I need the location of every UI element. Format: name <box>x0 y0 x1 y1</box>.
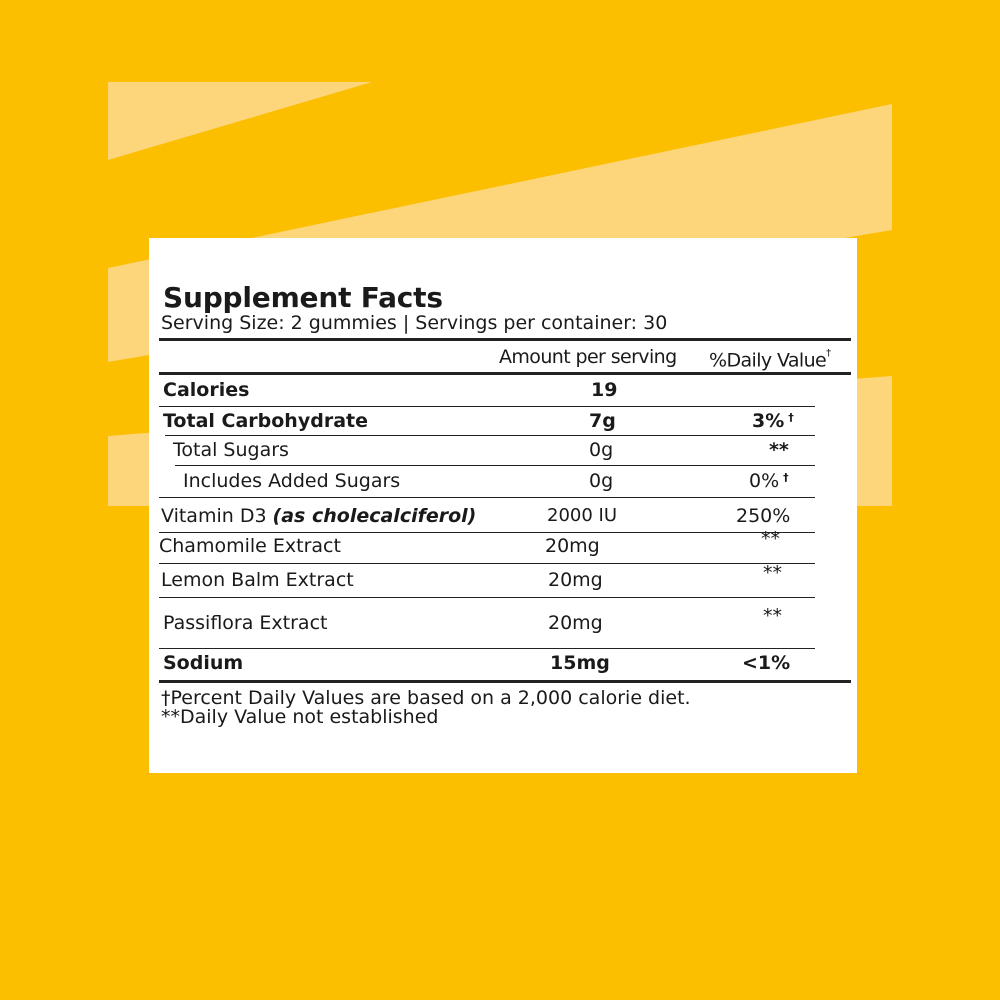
nutrient-daily-value: ** <box>761 528 780 550</box>
nutrient-amount: 7g <box>589 410 616 432</box>
nutrient-name <box>161 500 476 532</box>
nutrient-amount: 15mg <box>550 652 610 674</box>
nutrient-name-text: Vitamin D3 <box>161 505 267 527</box>
nutrient-name: Passiflora Extract <box>163 612 328 634</box>
nutrient-amount: 0g <box>589 439 614 461</box>
bottom-thick-divider <box>159 680 851 683</box>
nutrient-amount: 20mg <box>545 535 600 557</box>
nutrient-amount: 0g <box>589 470 614 492</box>
daily-value-text: 0% <box>749 470 780 492</box>
nutrient-row-total-carbohydrate <box>149 405 857 437</box>
nutrient-name: Total Carbohydrate <box>163 410 368 432</box>
nutrient-name: Lemon Balm Extract <box>161 569 354 591</box>
nutrient-daily-value <box>749 465 789 500</box>
nutrient-row-passiflora <box>149 607 857 639</box>
nutrient-qualifier: (as cholecalciferol) <box>272 505 477 527</box>
serving-info: Serving Size: 2 gummies | Servings per container: 30 <box>161 312 668 334</box>
nutrient-row-sodium <box>149 647 857 679</box>
header-amount: Amount per serving <box>499 346 677 368</box>
nutrient-name: Total Sugars <box>173 439 289 461</box>
nutrient-name: Calories <box>163 379 250 401</box>
nutrient-amount: 2000 IU <box>547 505 618 526</box>
header-daily-value <box>709 344 831 373</box>
row-divider <box>159 497 815 498</box>
dagger-mark: † <box>783 471 789 484</box>
header-daily-value-label: %Daily Value <box>709 349 827 372</box>
footnote-not-established: **Daily Value not established <box>161 706 439 728</box>
nutrient-daily-value: ** <box>769 439 789 461</box>
dagger-mark: † <box>788 411 794 424</box>
nutrient-amount: 20mg <box>548 612 603 634</box>
nutrient-row-lemon-balm <box>149 564 857 596</box>
row-divider <box>159 597 815 598</box>
nutrient-daily-value: <1% <box>742 652 791 674</box>
nutrient-row-total-sugars <box>149 434 857 466</box>
nutrient-name: Includes Added Sugars <box>183 470 401 492</box>
header-dagger-mark: † <box>826 348 831 359</box>
footnote-daily-values: †Percent Daily Values are based on a 2,000 calorie diet. <box>161 687 691 709</box>
nutrient-daily-value: 250% <box>736 505 791 527</box>
supplement-facts-panel <box>149 238 857 773</box>
nutrient-row-chamomile <box>149 530 857 562</box>
panel-title: Supplement Facts <box>163 281 443 314</box>
nutrient-name: Chamomile Extract <box>159 535 341 557</box>
nutrient-daily-value: ** <box>763 562 782 584</box>
nutrient-amount: 19 <box>591 379 618 401</box>
nutrient-row-calories <box>149 374 857 406</box>
nutrient-amount: 20mg <box>548 569 603 591</box>
nutrient-daily-value: ** <box>763 605 782 627</box>
nutrient-name: Sodium <box>163 652 244 674</box>
daily-value-text: 3% <box>752 410 785 432</box>
nutrient-row-vitamin-d3 <box>149 500 857 532</box>
nutrient-row-added-sugars <box>149 465 857 497</box>
thick-divider <box>159 338 851 341</box>
